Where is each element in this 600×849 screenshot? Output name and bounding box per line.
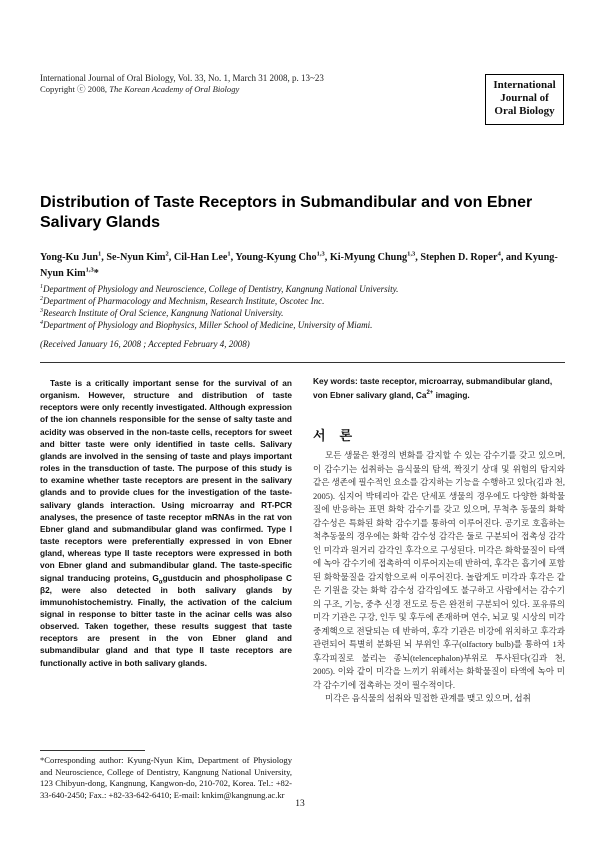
copyright-line: [40, 84, 460, 95]
logo-line-2: Journal of: [500, 92, 549, 104]
affiliation: $^3$Research Institute of Oral Science, Kangnung National University.: [40, 308, 284, 318]
keywords: Key words: taste receptor, microarray, submandibular gland, von Ebner salivary gland, $Ca^{2+}$ imaging.: [313, 376, 553, 400]
header-divider: [40, 362, 565, 363]
logo-line-3: Oral Biology: [494, 105, 555, 117]
journal-logo-box: [485, 74, 564, 125]
affiliation-list: [40, 283, 565, 331]
author: Kyung-Nyun Kim$^{1,3}$*: [40, 252, 558, 279]
journal-header: [40, 73, 460, 95]
author: Stephen D. Roper$^4$, and: [420, 250, 525, 263]
author: Young-Kyung Cho$^{1,3}$,: [235, 250, 330, 263]
author: Yong-Ku Jun$^1$,: [40, 250, 107, 263]
author: Cil-Han Lee$^1$,: [173, 250, 236, 263]
author-list: [40, 250, 565, 281]
section-heading-introduction: 서론: [313, 428, 367, 443]
author: Se-Nyun Kim$^2$,: [106, 250, 174, 263]
page-number: 13: [295, 799, 305, 809]
journal-citation: International Journal of Oral Biology, Vol. 33, No. 1, March 31 2008, p. 13~23: [40, 73, 324, 83]
abstract: [40, 377, 292, 669]
copyright-prefix: Copyright ⓒ 2008,: [40, 84, 110, 94]
body-paragraph: 모든 생물은 환경의 변화를 감지할 수 있는 감수기를 갖고 있으며, 이 감수기는 섭취하는 음식물의 탐색, 짝짓기 상대 및 위험의 탐지와 같은 생존에 필수적인 요소를 감지하는 기능을 수행하고 있다(김과 천, 2005). 심지어 박테리아 같은 단세포 생물의 경우에도 다양한 화학물질에 반응하는 표면 화학 감수기를 갖고 있으며, 무척추 동물의 화학 감수성은 특화된 화학 감수기를 통하여 이루어진다. 공기로 호흡하는 척추동물의 경우에는 화학 감수성 감각은 둘로 구분되어 접촉성 감각인 미각과 원거리 감각인 후각으로 구성된다. 미각은 화학물질이 타액에 녹아 감수기에 접촉하여 이루어지는데 반하여, 후각은 흡기에 포함된 화학물질을 감지함으로써 이루어진다. 놀랍게도 미각과 후각은 같은 기원을 갖는 화학 감수성 감각임에도 불구하고 사람에서는 감수기의 구조, 기능, 중추 신경 전도로 등은 완전히 구분되어 있다. 포유류의 미각 기관은 구강, 인두 및 후두에 존재하며 연수, 뇌교 및 시상의 미각 중계핵으로 전달되는 데 반하여, 후각 기관은 비강에 위치하고 후각과 관련되어 특별히 분화된 뇌 부위인 후구(olfactory bulb)를 통하여 1차 후각피질로 불리는 종뇌(telencephalon)부위로 투사된다(김과 천, 2005). 이와 같이 미각을 느끼기 위해서는 화학물질이 타액에 녹아 미각 감수기에 접촉하는 것이 필수적이다.: [313, 450, 565, 690]
affiliation: $^1$Department of Physiology and Neuroscience, College of Dentistry, Kangnung National University.: [40, 284, 399, 294]
author: Ki-Myung Chung$^{1,3}$,: [329, 250, 421, 263]
received-dates: (Received January 16, 2008 ; Accepted February 4, 2008): [40, 339, 250, 349]
logo-line-1: International: [493, 79, 556, 91]
corresponding-author-footnote: *Corresponding author: Kyung-Nyun Kim, Department of Physiology and Neuroscience, College of Dentistry, Kangnung National University, 123 Chibyun-dong, Kangnung, Kangwon-do, 210-702, Korea. Tel.: +82-33-640-2450; Fax.: +82-33-642-6410; E-mail: knkim@kangnung.ac.kr: [40, 755, 292, 800]
affiliation: $^2$Department of Pharmacology and Mechnism, Research Institute, Oscotec Inc.: [40, 296, 325, 306]
body-paragraph: 미각은 음식물의 섭취와 밀접한 관계를 맺고 있으며, 섭취: [325, 693, 531, 703]
paper-title: Distribution of Taste Receptors in Submandibular and von Ebner Salivary Glands: [40, 194, 533, 231]
introduction-body: [313, 449, 565, 706]
footnote-divider: [40, 750, 145, 751]
abstract-text: Taste is a critically important sense for the survival of an organism. However, structure and distribution of taste receptors were only recently investigated. Although expression of the ion channels responsible for the sense of salty taste and acidity was observed in the non-taste cells, receptors for sweet and bitter taste were only identified in taste cells. Salivary glands are involved in the sensing of taste and plays important roles in the transduction of taste. The purpose of this study is to examine whether taste receptors are present in the salivary glands and to provide clues for the investigation of the taste-salivary glands interaction. Using microarray and RT-PCR analyses, the presence of taste receptor mRNAs in the rat von Ebner gland and submandibular gland was confirmed. Type I taste receptors were preferentially expressed in von Ebner gland, whereas type II taste receptors were expressed in both von Ebner gland and submandibular gland. The taste-specific signal tranducing proteins, $G_\alpha gustducin$ and phospholipase C β2, were also detected in both salivary glands by immunohistochemistry. Finally, the activation of the calcium signal in response to bitter taste in the acinar cells was also observed. Taken together, these results suggest that taste receptors are present in the von Ebner gland and submandibular gland and that type II taste receptors are functionally active in both salivary glands.: [40, 378, 293, 668]
copyright-publisher: The Korean Academy of Oral Biology: [109, 84, 240, 94]
affiliation: $^4$Department of Physiology and Biophysics, Miller School of Medicine, University of Miami.: [40, 320, 373, 330]
